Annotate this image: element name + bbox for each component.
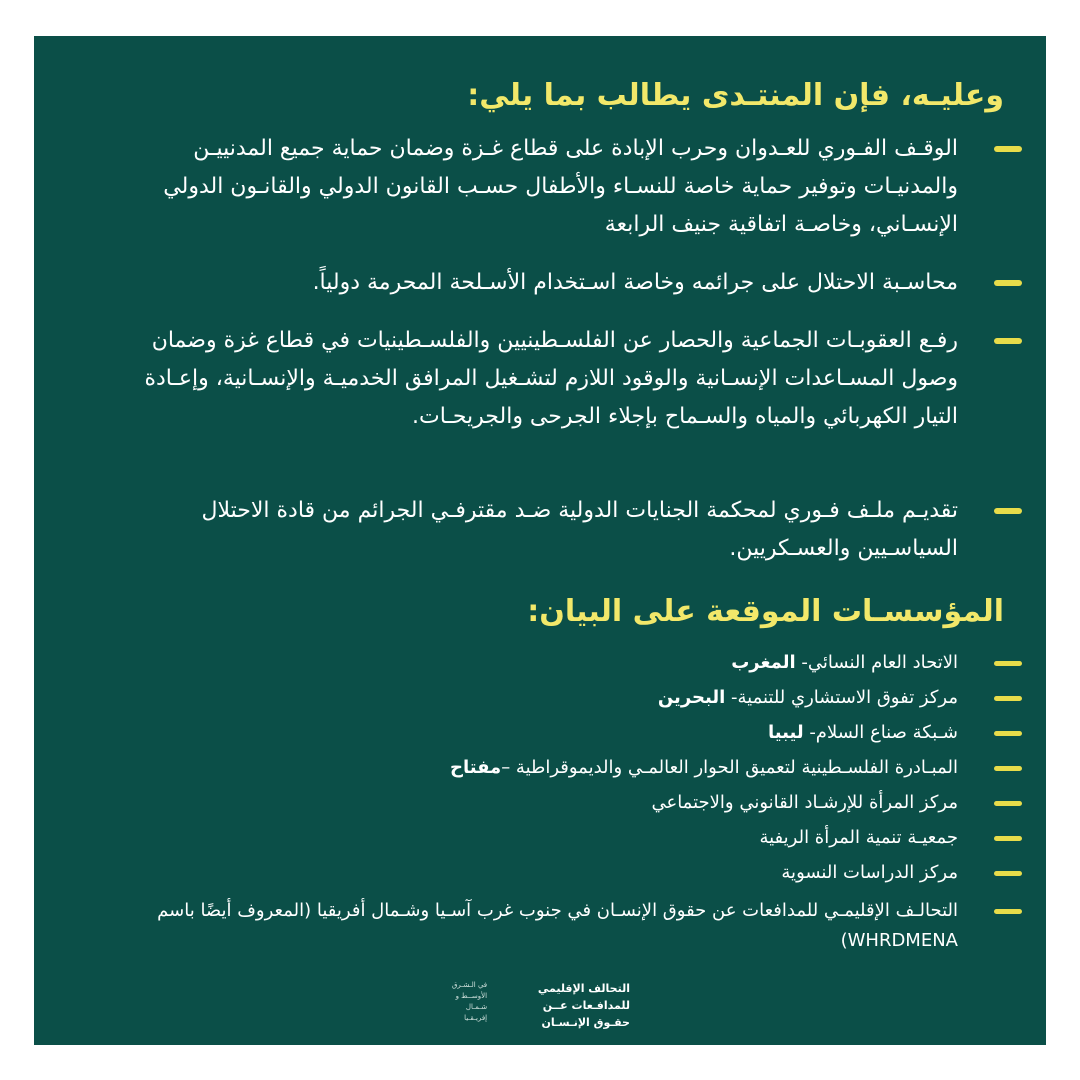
signatory-item — [102, 896, 1022, 956]
bullet-dash-icon — [994, 280, 1022, 286]
demand-item — [102, 492, 1022, 568]
signatory-name: مركز الدراسات النسوية — [781, 862, 958, 883]
signatory-item — [102, 788, 1022, 818]
coalition-logo — [452, 980, 630, 1032]
bullet-dash-icon — [994, 661, 1022, 666]
signatory-country: البحرين — [657, 687, 726, 708]
demand-text: تقديـم ملـف فـوري لمحكمة الجنايات الدولية ضـد مقترفـي الجرائم من قادة الاحتلال السياسـيين والعسـكريين. — [201, 498, 958, 561]
bullet-dash-icon — [994, 508, 1022, 514]
logo-sub-line: في الـشـرق — [452, 981, 488, 989]
signatory-item — [102, 753, 1022, 783]
signatory-name: التحالـف الإقليمـي للمدافعات عن حقوق الإنسـان في جنوب غرب آسـيا وشـمال أفريقيا (المعروف أيضًا باسم WHRDMENA) — [157, 900, 958, 951]
bullet-dash-icon — [994, 836, 1022, 841]
signatory-item — [102, 648, 1022, 678]
signatory-item — [102, 683, 1022, 713]
signatory-item — [102, 858, 1022, 888]
bullet-dash-icon — [994, 338, 1022, 344]
signatory-country: مفتاح — [450, 757, 502, 778]
signatory-name: المبـادرة الفلسـطينية لتعميق الحوار العالمـي والديموقراطية – — [501, 757, 958, 778]
bullet-dash-icon — [994, 766, 1022, 771]
statement-panel — [34, 36, 1046, 1045]
bullet-dash-icon — [994, 146, 1022, 152]
signatory-name: شـبكة صناع السلام- — [803, 722, 958, 743]
demand-item — [102, 264, 1022, 302]
demand-item — [102, 130, 1022, 244]
signatory-name: جمعيـة تنمية المرأة الريفية — [759, 827, 958, 848]
logo-line: حقـوق الإنـسـان — [541, 1016, 630, 1029]
signatory-name: الاتحاد العام النسائي- — [795, 652, 958, 673]
signatory-item — [102, 823, 1022, 853]
bullet-dash-icon — [994, 871, 1022, 876]
demand-text: رفـع العقوبـات الجماعية والحصار عن الفلسـطينيين والفلسـطينيات في قطاع غزة وضمان وصول المسـاعدات الإنسـانية والوقود اللازم لتشـغيل المرافق الخدميـة والإنسـانية، وإعـادة التيار الكهربائي والمياه والسـماح بإجلاء الجرحى والجريحـات. — [144, 328, 958, 429]
demand-text: محاسـبة الاحتلال على جرائمه وخاصة اسـتخدام الأسـلحة المحرمة دولياً. — [312, 270, 958, 295]
logo-line: للمدافـعات عــن — [542, 999, 630, 1012]
signatory-country: المغرب — [731, 652, 796, 673]
bullet-dash-icon — [994, 801, 1022, 806]
bullet-dash-icon — [994, 731, 1022, 736]
logo-line: التحالف الإقليمي — [537, 982, 630, 995]
signatory-country: ليبيا — [768, 722, 804, 743]
logo-sub-line: إفريـقـيا — [464, 1014, 488, 1022]
logo-sub-line: شـمـال — [465, 1003, 488, 1011]
signatories-heading: المؤسسـات الموقعة على البيان: — [527, 594, 1004, 629]
demand-item — [102, 322, 1022, 436]
signatory-item — [102, 718, 1022, 748]
logo-main-text — [538, 980, 630, 1031]
logo-sub-text — [452, 980, 487, 1024]
bullet-dash-icon — [994, 909, 1022, 914]
signatory-name: مركز المرأة للإرشـاد القانوني والاجتماعي — [651, 792, 958, 813]
demands-heading: وعليـه، فإن المنتـدى يطالب بما يلي: — [467, 78, 1004, 113]
demand-text: الوقـف الفـوري للعـدوان وحرب الإبادة على قطاع غـزة وضمان حماية جميع المدنييـن والمدنيـات وتوفير حماية خاصة للنسـاء والأطفال حسـب القانون الدولي والقانـون الدولي الإنسـاني، وخاصـة اتفاقية جنيف الرابعة — [163, 136, 958, 237]
logo-sub-line: الأوســط و — [455, 992, 488, 1000]
bullet-dash-icon — [994, 696, 1022, 701]
signatory-name: مركز تفوق الاستشاري للتنمية- — [725, 687, 958, 708]
